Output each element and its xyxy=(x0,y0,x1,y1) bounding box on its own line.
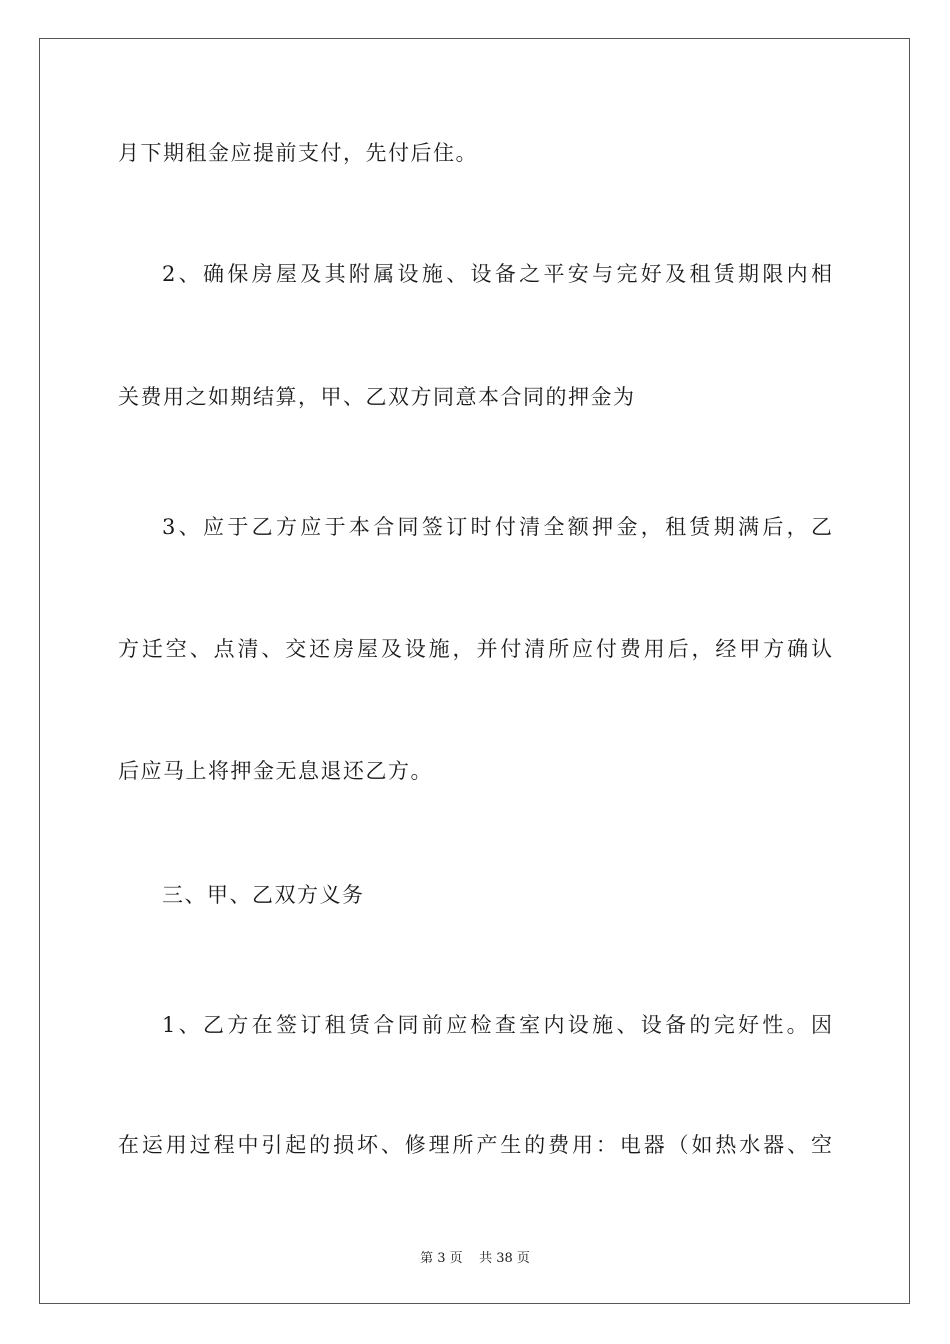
section-heading: 三、甲、乙双方义务 xyxy=(162,883,365,907)
paragraph-line: 方迁空、点清、交还房屋及设施，并付清所应付费用后，经甲方确认 xyxy=(118,637,832,661)
page-border xyxy=(39,38,910,1304)
paragraph-line: 关费用之如期结算，甲、乙双方同意本合同的押金为 xyxy=(118,385,636,409)
paragraph-line: 2、确保房屋及其附属设施、设备之平安与完好及租赁期限内相 xyxy=(162,262,832,286)
paragraph-line: 1、乙方在签订租赁合同前应检查室内设施、设备的完好性。因 xyxy=(162,1013,832,1037)
paragraph-line: 月下期租金应提前支付，先付后住。 xyxy=(118,141,478,165)
paragraph-line: 后应马上将押金无息退还乙方。 xyxy=(118,759,433,783)
paragraph-line: 3、应于乙方应于本合同签订时付清全额押金，租赁期满后，乙 xyxy=(162,515,832,539)
paragraph-line: 在运用过程中引起的损坏、修理所产生的费用：电器（如热水器、空 xyxy=(118,1133,832,1157)
page-number-footer: 第 3 页 共 38 页 xyxy=(420,1251,530,1266)
